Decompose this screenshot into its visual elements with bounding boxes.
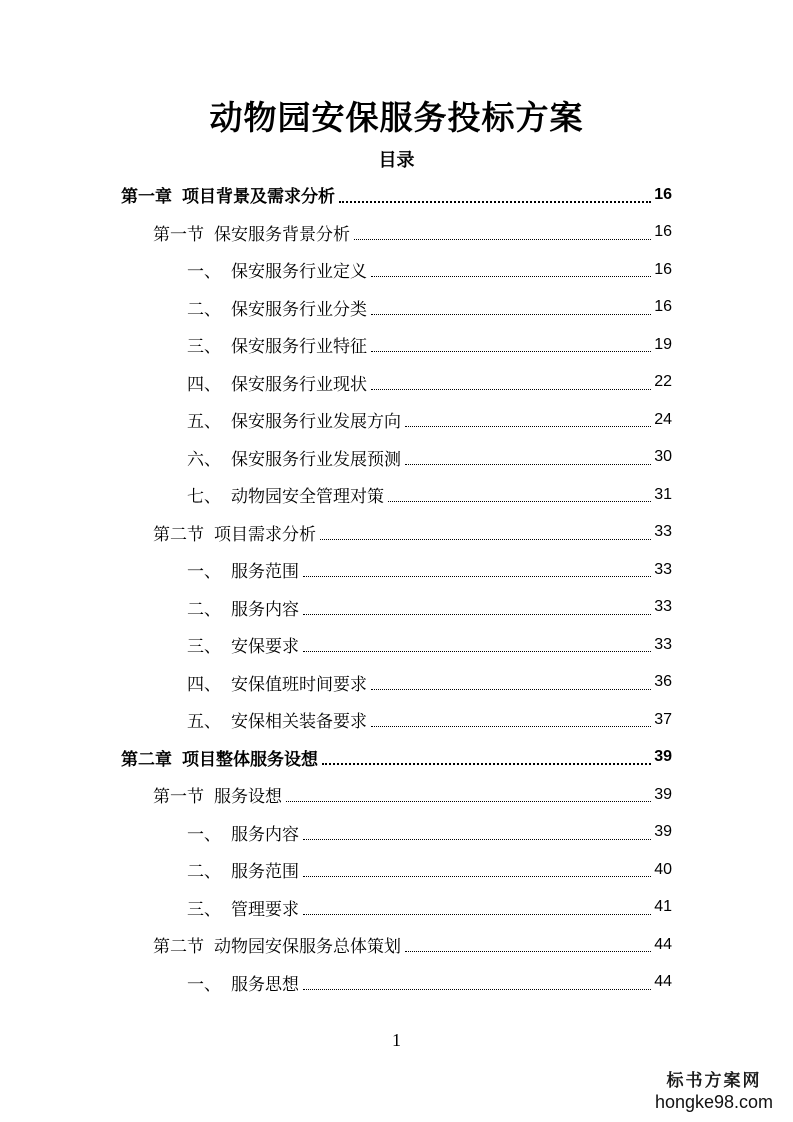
toc-entry-number: 六、 [187, 449, 221, 470]
toc-dot-leader [322, 763, 651, 765]
toc-entry-label [187, 407, 401, 432]
toc-entry-number: 第二章 [121, 749, 172, 770]
toc-dot-leader [303, 876, 651, 877]
toc-entry-label [187, 595, 299, 620]
toc-dot-leader [371, 726, 651, 727]
toc-entry-page: 36 [654, 673, 672, 690]
toc-entry-page: 22 [654, 373, 672, 390]
toc-entry-page: 16 [654, 298, 672, 315]
toc-entry-number: 四、 [187, 674, 221, 695]
toc-entry-number: 三、 [187, 637, 221, 657]
watermark-brand: 标书方案网 [666, 1071, 762, 1091]
toc-entry[interactable] [153, 776, 672, 813]
toc-entry-label [121, 745, 318, 770]
toc-dot-leader [371, 276, 651, 277]
toc-entry-number: 第二节 [153, 524, 204, 545]
toc-entry-page: 44 [654, 973, 672, 990]
toc-entry[interactable] [187, 814, 672, 851]
toc-entry[interactable] [153, 214, 672, 251]
toc-entry-text: 服务范围 [231, 862, 299, 882]
toc-entry-label [187, 557, 299, 582]
toc-entry-text: 项目需求分析 [214, 524, 316, 545]
toc-dot-leader [405, 464, 651, 465]
toc-entry[interactable] [187, 964, 672, 1001]
toc-dot-leader [371, 351, 651, 352]
toc-entry-page: 31 [654, 485, 672, 503]
toc-entry-page: 39 [654, 748, 672, 765]
toc-dot-leader [388, 501, 651, 502]
toc-entry-label [187, 857, 299, 882]
toc-entry-page: 44 [654, 935, 672, 953]
toc-entry[interactable] [187, 701, 672, 738]
toc-entry-number: 一、 [187, 562, 221, 582]
toc-entry-number: 一、 [187, 824, 221, 845]
toc-entry-page: 33 [654, 635, 672, 653]
toc-entry-number: 七、 [187, 487, 221, 507]
toc-entry-number: 第一节 [153, 224, 204, 245]
toc-entry-label [153, 932, 401, 957]
toc-entry-number: 一、 [187, 974, 221, 995]
toc-entry-label [187, 257, 367, 282]
toc-entry-label [187, 632, 299, 657]
toc-dot-leader [303, 576, 651, 577]
toc-entry-page: 16 [654, 223, 672, 240]
toc-entry-label [153, 782, 282, 807]
toc-entry-text: 服务内容 [231, 824, 299, 845]
toc-entry-label [187, 445, 401, 470]
toc-entry-page: 40 [654, 860, 672, 878]
toc-dot-leader [303, 839, 651, 840]
toc-entry-number: 二、 [187, 599, 221, 620]
toc-entry[interactable] [187, 851, 672, 888]
toc-dot-leader [371, 314, 651, 315]
toc-entry[interactable] [121, 739, 672, 776]
toc-entry-text: 服务范围 [231, 562, 299, 582]
toc-entry[interactable] [187, 439, 672, 476]
toc-entry-label [153, 220, 350, 245]
toc-entry-label [187, 670, 367, 695]
toc-dot-leader [354, 239, 651, 240]
toc-entry-text: 服务思想 [231, 974, 299, 995]
toc-entry-page: 39 [654, 823, 672, 840]
toc-entry-label [187, 295, 367, 320]
toc-entry-label [187, 370, 367, 395]
toc-entry[interactable] [153, 926, 672, 963]
toc-entry[interactable] [187, 889, 672, 926]
toc-entry-page: 24 [654, 410, 672, 428]
toc-entry-text: 保安服务行业发展预测 [231, 449, 401, 470]
toc-entry-number: 一、 [187, 262, 221, 282]
toc-entry-text: 保安服务行业发展方向 [231, 412, 401, 432]
watermark-url: hongke98.com [654, 1092, 774, 1112]
toc-dot-leader [371, 389, 651, 390]
toc-entry-label [187, 482, 384, 507]
toc-entry-text: 保安服务行业特征 [231, 337, 367, 357]
toc-heading: 目录 [378, 150, 415, 171]
toc-entry-number: 三、 [187, 899, 221, 920]
toc-entry-number: 四、 [187, 374, 221, 395]
toc-entry[interactable] [187, 289, 672, 326]
toc-entry-label [187, 707, 367, 732]
toc-entry-label [187, 895, 299, 920]
toc-entry-text: 项目整体服务设想 [182, 749, 318, 770]
toc-entry[interactable] [187, 326, 672, 363]
toc-entry-number: 二、 [187, 299, 221, 320]
toc-entry-text: 服务设想 [214, 787, 282, 807]
toc-entry-page: 41 [654, 898, 672, 915]
watermark-logo [649, 1066, 779, 1113]
toc-entry-text: 项目背景及需求分析 [182, 187, 335, 207]
page-number: 1 [392, 1030, 401, 1050]
toc-entry-number: 第一节 [153, 787, 204, 807]
toc-dot-leader [286, 801, 651, 802]
toc-entry[interactable] [187, 589, 672, 626]
toc-entry-text: 动物园安保服务总体策划 [214, 937, 401, 957]
toc-entry-label [187, 970, 299, 995]
toc-entry-number: 三、 [187, 337, 221, 357]
toc-entry[interactable] [187, 401, 672, 438]
toc-entry-text: 保安服务行业定义 [231, 262, 367, 282]
toc-entry-page: 37 [654, 710, 672, 728]
toc-entry[interactable] [187, 551, 672, 588]
toc-entry-text: 保安服务行业分类 [231, 299, 367, 320]
toc-entry[interactable] [187, 626, 672, 663]
toc-entry[interactable] [187, 476, 672, 513]
toc-entry-text: 管理要求 [231, 899, 299, 920]
toc-entry-number: 二、 [187, 862, 221, 882]
toc-entry-label [153, 520, 316, 545]
toc-dot-leader [405, 951, 651, 952]
toc-entry[interactable] [121, 176, 672, 213]
toc-entry-text: 保安服务行业现状 [231, 374, 367, 395]
toc-entry-label [121, 182, 335, 207]
toc-dot-leader [303, 914, 651, 915]
toc-dot-leader [303, 614, 651, 615]
toc-dot-leader [303, 651, 651, 652]
toc-entry-page: 19 [654, 335, 672, 353]
toc-entry-number: 第二节 [153, 937, 204, 957]
toc-entry[interactable] [153, 514, 672, 551]
toc-entry-page: 33 [654, 523, 672, 540]
toc-entry-page: 33 [654, 560, 672, 578]
toc-entry[interactable] [187, 251, 672, 288]
toc-entry-label [187, 820, 299, 845]
toc-dot-leader [320, 539, 651, 540]
toc-entry-number: 第一章 [121, 187, 172, 207]
toc-dot-leader [339, 201, 651, 203]
toc-entry-page: 39 [654, 785, 672, 803]
document-title: 动物园安保服务投标方案 [209, 98, 584, 137]
toc-entry-text: 服务内容 [231, 599, 299, 620]
toc-entry-page: 16 [654, 260, 672, 278]
toc-entry-number: 五、 [187, 412, 221, 432]
toc-entry-text: 安保相关装备要求 [231, 712, 367, 732]
toc-entry-page: 33 [654, 598, 672, 615]
toc-dot-leader [371, 689, 651, 690]
toc-dot-leader [303, 989, 651, 990]
toc-entry-page: 16 [654, 185, 672, 203]
toc-entry-text: 安保要求 [231, 637, 299, 657]
toc-entry-page: 30 [654, 448, 672, 465]
toc-entry-text: 动物园安全管理对策 [231, 487, 384, 507]
toc-entry-label [187, 332, 367, 357]
toc-entry[interactable] [187, 364, 672, 401]
toc-dot-leader [405, 426, 651, 427]
toc-entry-number: 五、 [187, 712, 221, 732]
toc-entry-text: 保安服务背景分析 [214, 224, 350, 245]
toc-entry-text: 安保值班时间要求 [231, 674, 367, 695]
toc-entry[interactable] [187, 664, 672, 701]
